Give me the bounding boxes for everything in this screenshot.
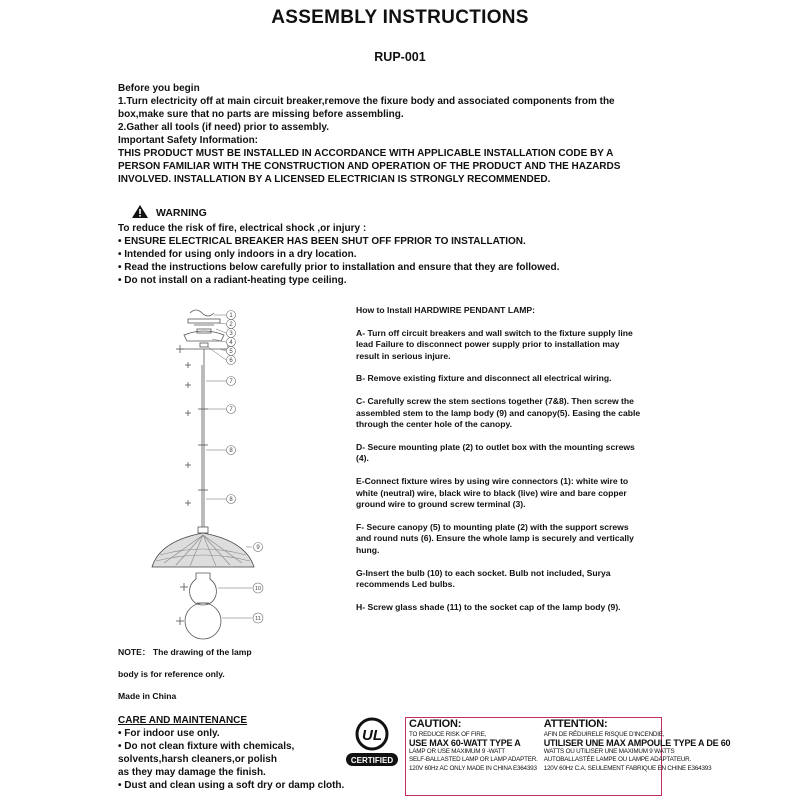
callout-8b: 8 [229, 497, 233, 503]
text-line: • Read the instructions below carefully prior to installation and ensure that they are followed. [118, 262, 560, 273]
pendant-lamp-diagram [150, 305, 280, 650]
lamp-drawing [150, 305, 280, 645]
warning-heading-text: WARNING [156, 207, 207, 219]
care-section [118, 714, 344, 792]
install-heading: How to Install HARDWIRE PENDANT LAMP: [356, 305, 536, 315]
callout-4: 4 [229, 340, 233, 346]
model-number: RUP-001 [374, 50, 426, 64]
callout-10: 10 [254, 586, 262, 592]
care-heading: CARE AND MAINTENANCE [118, 715, 248, 726]
step-f: F- Secure canopy (5) to mounting plate (2) with the support screws and round nuts (6). Ensure the whole lamp is securely and vertically hung. [356, 521, 634, 555]
text-line: • Dust and clean using a soft dry or damp cloth. [118, 780, 345, 791]
text-line: Important Safety Information: [118, 135, 259, 146]
callout-11: 11 [255, 616, 261, 622]
callout-6: 6 [229, 358, 233, 364]
text-line: as they may damage the finish. [118, 767, 266, 778]
callout-7: 7 [229, 379, 233, 385]
step-d: D- Secure mounting plate (2) to outlet box with the mounting screws (4). [356, 441, 635, 464]
step-e: E-Connect fixture wires by using wire connectors (1): white wire to white (neutral) wire, black wire to black (live) wire and bare copper ground wire to ground screw terminal (3). [356, 475, 629, 510]
text-line: THIS PRODUCT MUST BE INSTALLED IN ACCORDANCE WITH APPLICABLE INSTALLATION CODE BY A [118, 148, 614, 159]
text-line: • Do not install on a radiant-heating type ceiling. [118, 275, 347, 286]
caution-label [405, 717, 731, 796]
text-line: 2.Gather all tools (if need) prior to assembly. [118, 122, 329, 133]
ul-mark: UL [362, 727, 382, 744]
callout-5: 5 [229, 349, 233, 355]
text-line: Before you begin [118, 83, 200, 94]
origin-text: Made in China [118, 691, 177, 701]
callout-1: 1 [229, 313, 233, 319]
text-line: 1.Turn electricity off at main circuit breaker,remove the fixure body and associated components from the [118, 96, 615, 107]
warning-heading [132, 205, 207, 219]
text-line: • Do not clean fixture with chemicals, [118, 741, 295, 752]
before-you-begin-section [118, 82, 620, 186]
callout-9: 9 [256, 545, 260, 551]
text-line: solvents,harsh cleaners,or polish [118, 754, 277, 765]
note-line-2: body is for reference only. [118, 669, 225, 679]
text-line: To reduce the risk of fire, electrical shock ,or injury : [118, 223, 367, 234]
step-g: G-Insert the bulb (10) to each socket. Bulb not included, Surya recommends Led bulbs. [356, 567, 611, 590]
text-line: • ENSURE ELECTRICAL BREAKER HAS BEEN SHUT OFF FPRIOR TO INSTALLATION. [118, 236, 526, 247]
ul-certified-text: CERTIFIED [350, 756, 394, 765]
callout-7b: 7 [229, 407, 233, 413]
step-a: A- Turn off circuit breakers and wall switch to the fixture supply line lead Failure to disconnect power supply prior to installation may result in serious injure. [356, 327, 633, 361]
text-line: box,make sure that no parts are missing before assembling. [118, 109, 404, 120]
ul-certified-logo [344, 716, 400, 773]
callout-8: 8 [229, 448, 233, 454]
text-line: INVOLVED. INSTALLATION BY A LICENSED ELECTRICIAN IS STRONGLY RECOMMENDED. [118, 174, 551, 185]
warning-triangle-icon [132, 205, 148, 218]
text-line: PERSON FAMILIAR WITH THE CONSTRUCTION AND OPERATION OF THE PRODUCT AND THE HAZARDS [118, 161, 621, 172]
step-c: C- Carefully screw the stem sections together (7&8). Then screw the assembled stem to the lamp body (9) and canopy(5). Easing the cable through the center hole of the canopy. [356, 395, 641, 430]
caution-english: CAUTION: TO REDUCE RISK OF FIRE, USE MAX 60-WATT TYPE A LAMP OR USE MAXIMUM 9 -WATT SELF-BALLASTED LAMP OR LAMP ADAPTER. 120V 60Hz AC ONLY MADE IN CHINA E364393 [409, 718, 538, 772]
text-line: • Intended for using only indoors in a dry location. [118, 249, 357, 260]
callout-3: 3 [229, 331, 233, 337]
callout-2: 2 [229, 322, 233, 328]
note-line-1: NOTE： The drawing of the lamp [118, 647, 252, 657]
installation-steps [356, 305, 696, 624]
warning-section [118, 222, 559, 287]
text-line: • For indoor use only. [118, 728, 220, 739]
step-b: B- Remove existing fixture and disconnect all electrical wiring. [356, 373, 612, 384]
step-h: H- Screw glass shade (11) to the socket cap of the lamp body (9). [356, 601, 621, 612]
page-title: ASSEMBLY INSTRUCTIONS [271, 7, 529, 28]
caution-french: ATTENTION: AFIN DE RÉDUIRELE RISQUE D'INCENDIE, UTILISER UNE MAX AMPOULE TYPE A DE 60 WATTS OU UTILISER UNE MAXIMUM 9 WATTS AUTOBALLASTÉE LAMPE OU LAMPE ADAPTATEUR. 120V 60Hz C.A. SEULEMENT FABRIQUE EN CHINE E364393 [543, 718, 731, 772]
